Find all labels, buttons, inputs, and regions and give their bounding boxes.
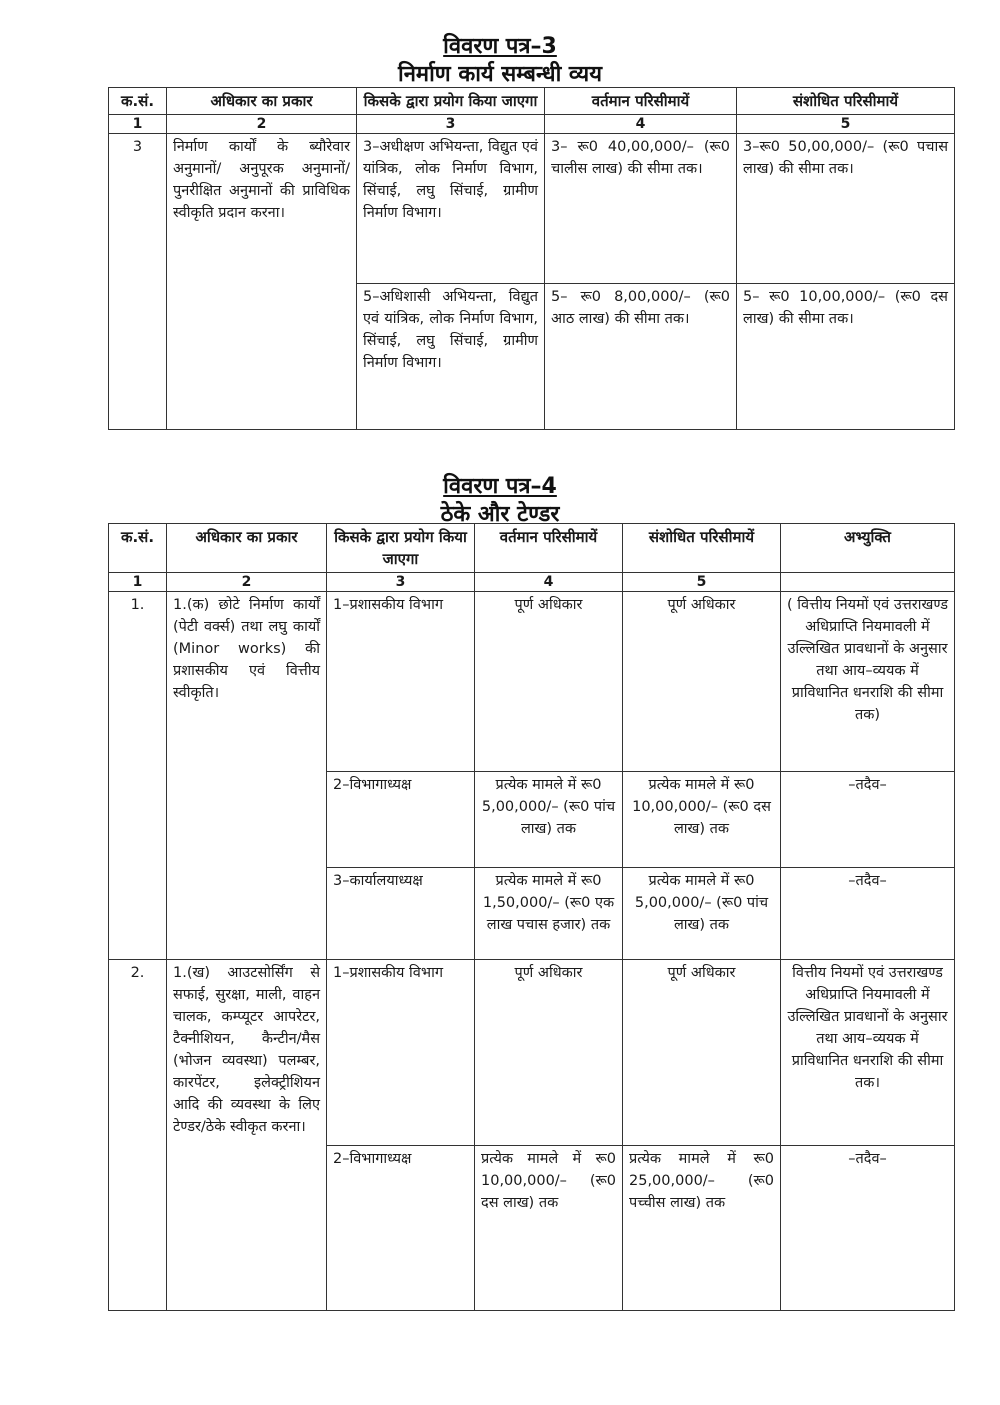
row-remark: वित्तीय नियमों एवं उत्तराखण्ड अधिप्राप्ति नियमावली में उल्लिखित प्रावधानों के अनुसार तथा आय–व्ययक में प्राविधानित धनराशि की सीमा तक। [781, 960, 955, 1146]
row-authority: 2–विभागाध्यक्ष [327, 772, 475, 868]
header-revised: संशोधित परिसीमायें [623, 524, 781, 573]
column-number-row [109, 115, 955, 134]
row-sno: 2. [109, 960, 167, 1311]
column-number: 2 [167, 115, 357, 134]
row-authority: 1–प्रशासकीय विभाग [327, 960, 475, 1146]
header-current: वर्तमान परिसीमायें [475, 524, 623, 573]
row-revised-limit: पूर्ण अधिकार [623, 592, 781, 772]
column-number: 5 [737, 115, 955, 134]
column-number: 3 [327, 573, 475, 592]
row-current-limit: प्रत्येक मामले में रू0 5,00,000/– (रू0 पांच लाख) तक [475, 772, 623, 868]
table-row [109, 592, 955, 772]
column-number-row [109, 573, 955, 592]
column-number: 4 [545, 115, 737, 134]
row-power: निर्माण कार्यों के ब्यौरेवार अनुमानों/ अनुपूरक अनुमानों/ पुनरीक्षित अनुमानों की प्राविधिक स्वीकृति प्रदान करना। [167, 134, 357, 430]
header-sno: क.सं. [109, 524, 167, 573]
statement4-table [108, 523, 955, 1311]
row-current-limit: 5– रू0 8,00,000/– (रू0 आठ लाख) की सीमा तक। [545, 284, 737, 430]
column-number: 3 [357, 115, 545, 134]
statement4-title: विवरण पत्र–4 [443, 474, 557, 499]
header-power: अधिकार का प्रकार [167, 524, 327, 573]
row-remark: –तदैव– [781, 772, 955, 868]
statement3-title: विवरण पत्र–3 [443, 34, 557, 59]
column-number: 4 [475, 573, 623, 592]
row-remark: ( वित्तीय नियमों एवं उत्तराखण्ड अधिप्राप्ति नियमावली में उल्लिखित प्रावधानों के अनुसार तथा आय–व्ययक में प्राविधानित धनराशि की सीमा तक) [781, 592, 955, 772]
statement3-table [108, 87, 955, 430]
row-authority: 3–अधीक्षण अभियन्ता, विद्युत एवं यांत्रिक, लोक निर्माण विभाग, सिंचाई, लघु सिंचाई, ग्रामीण निर्माण विभाग। [357, 134, 545, 284]
header-sno: क.सं. [109, 88, 167, 115]
row-authority: 2–विभागाध्यक्ष [327, 1146, 475, 1311]
header-remarks: अभ्युक्ति [781, 524, 955, 573]
row-sno: 1. [109, 592, 167, 960]
row-revised-limit: प्रत्येक मामले में रू0 5,00,000/– (रू0 पांच लाख) तक [623, 868, 781, 960]
row-current-limit: पूर्ण अधिकार [475, 960, 623, 1146]
table-row [109, 960, 955, 1146]
header-by: किसके द्वारा प्रयोग किया जाएगा [357, 88, 545, 115]
row-remark: –तदैव– [781, 1146, 955, 1311]
row-revised-limit: प्रत्येक मामले में रू0 10,00,000/– (रू0 दस लाख) तक [623, 772, 781, 868]
row-revised-limit: पूर्ण अधिकार [623, 960, 781, 1146]
column-number: 1 [109, 115, 167, 134]
row-revised-limit: 3–रू0 50,00,000/– (रू0 पचास लाख) की सीमा तक। [737, 134, 955, 284]
column-number: 1 [109, 573, 167, 592]
row-power: 1.(ख) आउटसोर्सिंग से सफाई, सुरक्षा, माली, वाहन चालक, कम्प्यूटर आपरेटर, टैक्नीशियन, कैन्टीन/मैस (भोजन व्यवस्था) पलम्बर, कारपेंटर, इलेक्ट्रीशियन आदि की व्यवस्था के लिए टेण्डर/ठेके स्वीकृत करना। [167, 960, 327, 1311]
table-header-row [109, 524, 955, 573]
row-authority: 5–अधिशासी अभियन्ता, विद्युत एवं यांत्रिक, लोक निर्माण विभाग, सिंचाई, लघु सिंचाई, ग्रामीण निर्माण विभाग। [357, 284, 545, 430]
row-current-limit: प्रत्येक मामले में रू0 10,00,000/– (रू0 दस लाख) तक [475, 1146, 623, 1311]
header-revised: संशोधित परिसीमायें [737, 88, 955, 115]
row-revised-limit: प्रत्येक मामले में रू0 25,00,000/– (रू0 पच्चीस लाख) तक [623, 1146, 781, 1311]
column-number [781, 573, 955, 592]
table-row [109, 134, 955, 284]
row-current-limit: प्रत्येक मामले में रू0 1,50,000/– (रू0 एक लाख पचास हजार) तक [475, 868, 623, 960]
column-number: 5 [623, 573, 781, 592]
row-current-limit: पूर्ण अधिकार [475, 592, 623, 772]
row-remark: –तदैव– [781, 868, 955, 960]
statement3-subtitle: निर्माण कार्य सम्बन्धी व्यय [398, 62, 602, 87]
row-sno: 3 [109, 134, 167, 430]
row-power: 1.(क) छोटे निर्माण कार्यों (पेटी वर्क्स) तथा लघु कार्यों (Minor works) की प्रशासकीय एवं वित्तीय स्वीकृति। [167, 592, 327, 960]
row-current-limit: 3– रू0 40,00,000/– (रू0 चालीस लाख) की सीमा तक। [545, 134, 737, 284]
row-authority: 3–कार्यालयाध्यक्ष [327, 868, 475, 960]
row-revised-limit: 5– रू0 10,00,000/– (रू0 दस लाख) की सीमा तक। [737, 284, 955, 430]
column-number: 2 [167, 573, 327, 592]
header-current: वर्तमान परिसीमायें [545, 88, 737, 115]
statement4-subtitle: ठेके और टेण्डर [440, 502, 560, 527]
table-header-row [109, 88, 955, 115]
header-by: किसके द्वारा प्रयोग किया जाएगा [327, 524, 475, 573]
row-authority: 1–प्रशासकीय विभाग [327, 592, 475, 772]
header-power: अधिकार का प्रकार [167, 88, 357, 115]
